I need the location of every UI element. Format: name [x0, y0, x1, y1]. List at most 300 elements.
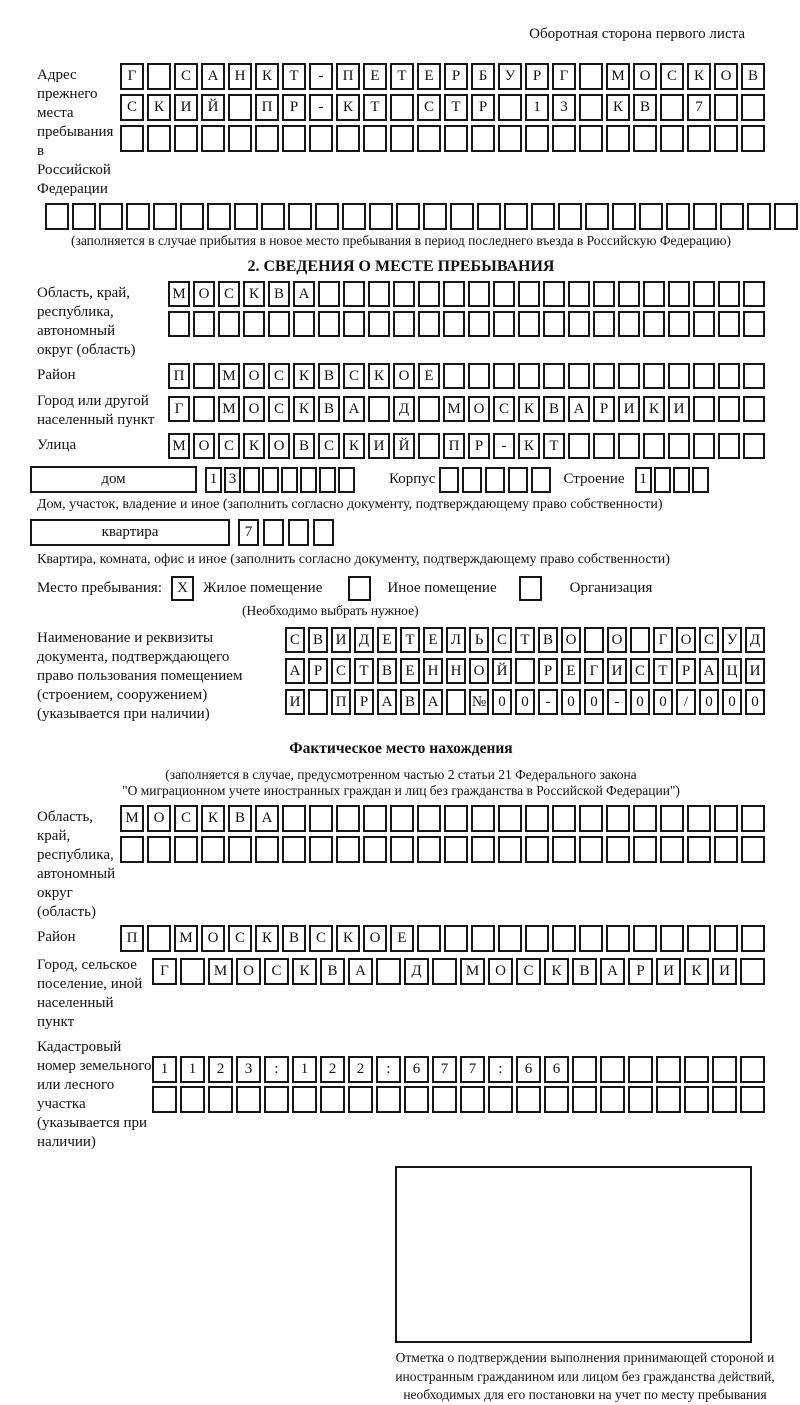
char-cell[interactable]: В [293, 433, 315, 459]
char-cell[interactable]: А [377, 689, 397, 715]
char-cell[interactable] [228, 125, 252, 152]
char-cell[interactable] [243, 311, 265, 337]
char-cell[interactable]: Б [471, 63, 495, 90]
char-cell[interactable] [261, 203, 285, 230]
char-cell[interactable] [263, 519, 284, 546]
char-cell[interactable] [471, 805, 495, 832]
char-cell[interactable]: А [568, 396, 590, 422]
stay-type-checkbox-other[interactable] [348, 576, 371, 601]
char-cell[interactable] [718, 363, 740, 389]
char-cell[interactable] [543, 311, 565, 337]
char-cell[interactable] [493, 311, 515, 337]
char-cell[interactable]: А [423, 689, 443, 715]
char-cell[interactable] [168, 311, 190, 337]
char-cell[interactable] [515, 658, 535, 684]
char-cell[interactable]: М [218, 363, 240, 389]
char-cell[interactable]: П [255, 94, 279, 121]
char-cell[interactable] [228, 836, 252, 863]
char-cell[interactable] [612, 203, 636, 230]
char-cell[interactable] [268, 311, 290, 337]
char-cell[interactable]: 1 [525, 94, 549, 121]
char-cell[interactable] [579, 925, 603, 952]
char-cell[interactable] [72, 203, 96, 230]
char-cell[interactable] [741, 836, 765, 863]
char-cell[interactable]: Д [393, 396, 415, 422]
char-cell[interactable] [342, 203, 366, 230]
char-cell[interactable] [714, 125, 738, 152]
char-cell[interactable] [660, 836, 684, 863]
char-cell[interactable]: А [348, 958, 373, 985]
char-cell[interactable] [488, 1086, 513, 1113]
char-cell[interactable] [193, 311, 215, 337]
char-cell[interactable] [174, 836, 198, 863]
char-cell[interactable]: Г [152, 958, 177, 985]
char-cell[interactable] [368, 281, 390, 307]
char-cell[interactable]: Е [390, 925, 414, 952]
char-cell[interactable] [660, 125, 684, 152]
char-cell[interactable]: 3 [236, 1056, 261, 1083]
char-cell[interactable]: В [377, 658, 397, 684]
char-cell[interactable] [668, 433, 690, 459]
char-cell[interactable]: К [293, 396, 315, 422]
char-cell[interactable] [180, 1086, 205, 1113]
char-cell[interactable] [579, 805, 603, 832]
char-cell[interactable] [579, 836, 603, 863]
char-cell[interactable]: Ц [722, 658, 742, 684]
char-cell[interactable]: К [255, 63, 279, 90]
char-cell[interactable] [693, 363, 715, 389]
char-cell[interactable]: И [712, 958, 737, 985]
char-cell[interactable]: Н [228, 63, 252, 90]
char-cell[interactable]: Г [552, 63, 576, 90]
char-cell[interactable] [743, 396, 765, 422]
char-cell[interactable] [593, 433, 615, 459]
char-cell[interactable]: О [268, 433, 290, 459]
char-cell[interactable] [593, 311, 615, 337]
char-cell[interactable]: 6 [516, 1056, 541, 1083]
char-cell[interactable] [618, 311, 640, 337]
char-cell[interactable]: Й [492, 658, 512, 684]
char-cell[interactable] [579, 125, 603, 152]
char-cell[interactable]: С [285, 627, 305, 653]
char-cell[interactable] [390, 125, 414, 152]
char-cell[interactable]: О [243, 396, 265, 422]
char-cell[interactable] [404, 1086, 429, 1113]
char-cell[interactable] [444, 805, 468, 832]
char-cell[interactable] [363, 125, 387, 152]
char-cell[interactable] [618, 363, 640, 389]
char-cell[interactable]: Т [444, 94, 468, 121]
char-cell[interactable] [606, 125, 630, 152]
char-cell[interactable]: 1 [635, 467, 652, 493]
char-cell[interactable] [292, 1086, 317, 1113]
char-cell[interactable] [390, 836, 414, 863]
char-cell[interactable] [684, 1086, 709, 1113]
char-cell[interactable]: И [331, 627, 351, 653]
char-cell[interactable]: Е [363, 63, 387, 90]
char-cell[interactable]: К [255, 925, 279, 952]
char-cell[interactable]: О [607, 627, 627, 653]
char-cell[interactable] [774, 203, 798, 230]
char-cell[interactable]: № [469, 689, 489, 715]
char-cell[interactable]: И [607, 658, 627, 684]
char-cell[interactable] [288, 519, 309, 546]
char-cell[interactable] [718, 311, 740, 337]
char-cell[interactable]: С [343, 363, 365, 389]
char-cell[interactable]: Е [561, 658, 581, 684]
char-cell[interactable] [444, 125, 468, 152]
char-cell[interactable]: 6 [404, 1056, 429, 1083]
char-cell[interactable]: : [264, 1056, 289, 1083]
char-cell[interactable] [236, 1086, 261, 1113]
char-cell[interactable] [693, 396, 715, 422]
char-cell[interactable] [543, 281, 565, 307]
char-cell[interactable]: : [376, 1056, 401, 1083]
char-cell[interactable] [600, 1056, 625, 1083]
char-cell[interactable] [390, 805, 414, 832]
char-cell[interactable] [633, 925, 657, 952]
char-cell[interactable] [673, 467, 690, 493]
char-cell[interactable]: - [538, 689, 558, 715]
char-cell[interactable]: О [193, 433, 215, 459]
char-cell[interactable]: И [285, 689, 305, 715]
char-cell[interactable]: А [343, 396, 365, 422]
char-cell[interactable]: С [699, 627, 719, 653]
char-cell[interactable]: С [516, 958, 541, 985]
char-cell[interactable]: С [264, 958, 289, 985]
char-cell[interactable] [660, 94, 684, 121]
char-cell[interactable] [174, 125, 198, 152]
char-cell[interactable] [393, 311, 415, 337]
char-cell[interactable]: В [543, 396, 565, 422]
char-cell[interactable] [468, 311, 490, 337]
char-cell[interactable]: А [201, 63, 225, 90]
stay-type-checkbox-residential[interactable]: X [171, 576, 194, 601]
char-cell[interactable] [518, 311, 540, 337]
char-cell[interactable] [376, 958, 401, 985]
char-cell[interactable] [606, 805, 630, 832]
char-cell[interactable] [319, 467, 336, 493]
char-cell[interactable] [606, 925, 630, 952]
char-cell[interactable] [147, 63, 171, 90]
char-cell[interactable] [255, 836, 279, 863]
char-cell[interactable] [714, 836, 738, 863]
char-cell[interactable] [318, 311, 340, 337]
char-cell[interactable]: П [120, 925, 144, 952]
char-cell[interactable] [396, 203, 420, 230]
char-cell[interactable] [369, 203, 393, 230]
char-cell[interactable] [336, 125, 360, 152]
char-cell[interactable] [368, 311, 390, 337]
char-cell[interactable] [668, 311, 690, 337]
char-cell[interactable] [693, 281, 715, 307]
char-cell[interactable] [718, 396, 740, 422]
char-cell[interactable]: У [722, 627, 742, 653]
char-cell[interactable]: В [538, 627, 558, 653]
char-cell[interactable] [498, 805, 522, 832]
char-cell[interactable]: К [518, 396, 540, 422]
char-cell[interactable] [308, 689, 328, 715]
char-cell[interactable]: Т [354, 658, 374, 684]
char-cell[interactable]: М [120, 805, 144, 832]
char-cell[interactable] [687, 805, 711, 832]
char-cell[interactable]: С [268, 396, 290, 422]
char-cell[interactable]: Т [515, 627, 535, 653]
char-cell[interactable] [687, 836, 711, 863]
char-cell[interactable]: Л [446, 627, 466, 653]
char-cell[interactable]: 0 [515, 689, 535, 715]
char-cell[interactable] [643, 281, 665, 307]
char-cell[interactable] [120, 836, 144, 863]
char-cell[interactable]: К [606, 94, 630, 121]
char-cell[interactable]: М [443, 396, 465, 422]
char-cell[interactable] [243, 467, 260, 493]
char-cell[interactable]: Е [418, 363, 440, 389]
char-cell[interactable] [450, 203, 474, 230]
char-cell[interactable]: П [443, 433, 465, 459]
char-cell[interactable]: М [460, 958, 485, 985]
char-cell[interactable] [446, 689, 466, 715]
char-cell[interactable]: Е [417, 63, 441, 90]
char-cell[interactable]: К [201, 805, 225, 832]
char-cell[interactable]: 0 [745, 689, 765, 715]
char-cell[interactable]: Г [168, 396, 190, 422]
char-cell[interactable] [639, 203, 663, 230]
char-cell[interactable] [45, 203, 69, 230]
char-cell[interactable] [282, 805, 306, 832]
char-cell[interactable] [99, 203, 123, 230]
char-cell[interactable]: Р [538, 658, 558, 684]
char-cell[interactable]: В [308, 627, 328, 653]
char-cell[interactable]: Т [363, 94, 387, 121]
char-cell[interactable] [666, 203, 690, 230]
char-cell[interactable] [544, 1086, 569, 1113]
char-cell[interactable] [552, 805, 576, 832]
char-cell[interactable] [740, 1056, 765, 1083]
char-cell[interactable]: К [684, 958, 709, 985]
char-cell[interactable] [714, 94, 738, 121]
char-cell[interactable] [712, 1086, 737, 1113]
char-cell[interactable] [693, 203, 717, 230]
char-cell[interactable] [579, 94, 603, 121]
char-cell[interactable] [432, 1086, 457, 1113]
char-cell[interactable]: О [363, 925, 387, 952]
char-cell[interactable] [282, 125, 306, 152]
char-cell[interactable]: Е [377, 627, 397, 653]
char-cell[interactable] [228, 94, 252, 121]
char-cell[interactable] [572, 1056, 597, 1083]
char-cell[interactable]: А [255, 805, 279, 832]
char-cell[interactable] [584, 627, 604, 653]
char-cell[interactable]: 3 [224, 467, 241, 493]
char-cell[interactable] [714, 925, 738, 952]
char-cell[interactable] [654, 467, 671, 493]
char-cell[interactable] [747, 203, 771, 230]
char-cell[interactable] [336, 836, 360, 863]
char-cell[interactable] [712, 1056, 737, 1083]
char-cell[interactable]: М [168, 281, 190, 307]
char-cell[interactable] [126, 203, 150, 230]
char-cell[interactable]: С [318, 433, 340, 459]
char-cell[interactable] [343, 281, 365, 307]
char-cell[interactable]: В [318, 396, 340, 422]
char-cell[interactable]: Р [308, 658, 328, 684]
char-cell[interactable]: И [656, 958, 681, 985]
char-cell[interactable] [418, 433, 440, 459]
char-cell[interactable]: Г [120, 63, 144, 90]
char-cell[interactable]: К [293, 363, 315, 389]
char-cell[interactable]: И [745, 658, 765, 684]
char-cell[interactable]: С [174, 805, 198, 832]
char-cell[interactable]: О [147, 805, 171, 832]
char-cell[interactable] [552, 125, 576, 152]
char-cell[interactable] [743, 311, 765, 337]
char-cell[interactable]: К [518, 433, 540, 459]
char-cell[interactable]: П [336, 63, 360, 90]
char-cell[interactable] [643, 433, 665, 459]
char-cell[interactable] [593, 363, 615, 389]
char-cell[interactable]: 2 [320, 1056, 345, 1083]
char-cell[interactable] [320, 1086, 345, 1113]
char-cell[interactable] [147, 836, 171, 863]
char-cell[interactable] [656, 1086, 681, 1113]
char-cell[interactable] [568, 363, 590, 389]
char-cell[interactable] [432, 958, 457, 985]
char-cell[interactable]: : [488, 1056, 513, 1083]
char-cell[interactable]: 0 [584, 689, 604, 715]
char-cell[interactable]: Ь [469, 627, 489, 653]
char-cell[interactable]: 1 [205, 467, 222, 493]
char-cell[interactable] [660, 805, 684, 832]
char-cell[interactable]: В [282, 925, 306, 952]
char-cell[interactable] [376, 1086, 401, 1113]
char-cell[interactable]: Р [471, 94, 495, 121]
char-cell[interactable]: Р [525, 63, 549, 90]
char-cell[interactable]: Т [400, 627, 420, 653]
char-cell[interactable]: В [633, 94, 657, 121]
char-cell[interactable]: 0 [492, 689, 512, 715]
char-cell[interactable] [633, 125, 657, 152]
char-cell[interactable]: 3 [552, 94, 576, 121]
char-cell[interactable] [417, 836, 441, 863]
char-cell[interactable]: К [243, 433, 265, 459]
char-cell[interactable] [120, 125, 144, 152]
char-cell[interactable] [741, 805, 765, 832]
char-cell[interactable] [740, 1086, 765, 1113]
char-cell[interactable] [281, 467, 298, 493]
char-cell[interactable]: А [285, 658, 305, 684]
char-cell[interactable] [363, 836, 387, 863]
char-cell[interactable] [443, 281, 465, 307]
char-cell[interactable]: П [331, 689, 351, 715]
char-cell[interactable] [477, 203, 501, 230]
char-cell[interactable] [693, 311, 715, 337]
char-cell[interactable]: О [201, 925, 225, 952]
char-cell[interactable] [393, 281, 415, 307]
char-cell[interactable]: П [168, 363, 190, 389]
char-cell[interactable] [518, 281, 540, 307]
char-cell[interactable]: 0 [561, 689, 581, 715]
char-cell[interactable]: К [643, 396, 665, 422]
char-cell[interactable]: О [488, 958, 513, 985]
char-cell[interactable] [741, 925, 765, 952]
char-cell[interactable]: Р [444, 63, 468, 90]
char-cell[interactable] [600, 1086, 625, 1113]
char-cell[interactable] [718, 433, 740, 459]
char-cell[interactable] [493, 363, 515, 389]
char-cell[interactable]: О [676, 627, 696, 653]
char-cell[interactable]: С [630, 658, 650, 684]
char-cell[interactable] [743, 281, 765, 307]
char-cell[interactable]: 0 [722, 689, 742, 715]
char-cell[interactable] [147, 125, 171, 152]
char-cell[interactable] [498, 836, 522, 863]
char-cell[interactable]: Г [653, 627, 673, 653]
char-cell[interactable] [417, 805, 441, 832]
char-cell[interactable]: Е [423, 627, 443, 653]
char-cell[interactable] [593, 281, 615, 307]
char-cell[interactable] [668, 281, 690, 307]
char-cell[interactable] [462, 467, 482, 493]
char-cell[interactable] [743, 433, 765, 459]
char-cell[interactable]: В [320, 958, 345, 985]
char-cell[interactable] [282, 836, 306, 863]
char-cell[interactable]: С [331, 658, 351, 684]
char-cell[interactable] [471, 836, 495, 863]
char-cell[interactable] [443, 311, 465, 337]
char-cell[interactable] [660, 925, 684, 952]
char-cell[interactable]: К [343, 433, 365, 459]
char-cell[interactable] [687, 925, 711, 952]
char-cell[interactable] [525, 836, 549, 863]
char-cell[interactable]: 7 [238, 519, 259, 546]
char-cell[interactable]: К [292, 958, 317, 985]
char-cell[interactable]: С [218, 281, 240, 307]
char-cell[interactable] [643, 363, 665, 389]
char-cell[interactable] [152, 1086, 177, 1113]
char-cell[interactable]: Н [423, 658, 443, 684]
char-cell[interactable]: С [228, 925, 252, 952]
char-cell[interactable]: М [208, 958, 233, 985]
char-cell[interactable] [568, 281, 590, 307]
char-cell[interactable] [618, 281, 640, 307]
char-cell[interactable] [293, 311, 315, 337]
char-cell[interactable] [218, 311, 240, 337]
char-cell[interactable]: В [268, 281, 290, 307]
char-cell[interactable]: С [309, 925, 333, 952]
char-cell[interactable] [720, 203, 744, 230]
char-cell[interactable] [208, 1086, 233, 1113]
char-cell[interactable] [568, 311, 590, 337]
char-cell[interactable]: Т [282, 63, 306, 90]
char-cell[interactable]: 1 [152, 1056, 177, 1083]
char-cell[interactable]: В [400, 689, 420, 715]
char-cell[interactable]: / [676, 689, 696, 715]
char-cell[interactable] [504, 203, 528, 230]
char-cell[interactable]: К [544, 958, 569, 985]
char-cell[interactable]: И [174, 94, 198, 121]
char-cell[interactable] [633, 805, 657, 832]
char-cell[interactable] [423, 203, 447, 230]
char-cell[interactable] [692, 467, 709, 493]
char-cell[interactable] [460, 1086, 485, 1113]
char-cell[interactable]: С [218, 433, 240, 459]
char-cell[interactable] [180, 958, 205, 985]
char-cell[interactable]: Р [593, 396, 615, 422]
char-cell[interactable] [668, 363, 690, 389]
char-cell[interactable]: К [336, 925, 360, 952]
char-cell[interactable] [630, 627, 650, 653]
